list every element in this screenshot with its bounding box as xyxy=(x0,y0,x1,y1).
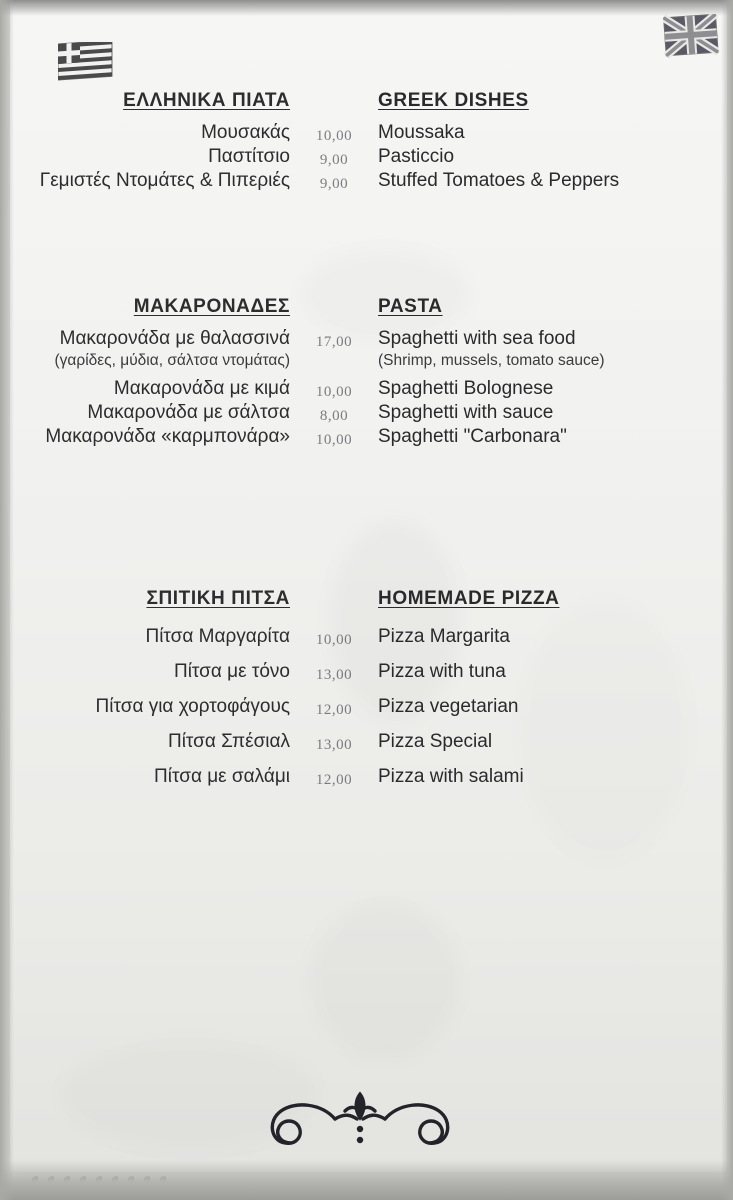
photo-edge-right xyxy=(721,0,733,1200)
item-name-en: Pasticcio xyxy=(378,146,455,167)
section-heading-en: HOMEMADE PIZZA xyxy=(378,588,560,609)
section-pasta xyxy=(0,296,717,450)
menu-item xyxy=(0,696,717,718)
section-homemade-pizza xyxy=(0,588,717,790)
item-name-gr: Πίτσα Μαργαρίτα xyxy=(145,626,290,647)
section-heading-gr: ΜΑΚΑΡΟΝΑΔΕΣ xyxy=(133,296,290,317)
menu-item xyxy=(0,766,717,788)
menu-item xyxy=(0,402,717,424)
menu-item xyxy=(0,378,717,400)
menu-item xyxy=(0,146,717,168)
item-name-gr: Παστίτσιο xyxy=(208,146,290,167)
menu-item xyxy=(0,328,717,350)
item-name-gr: Μακαρονάδα με κιμά xyxy=(113,378,290,399)
item-name-gr: Γεμιστές Ντομάτες & Πιπεριές xyxy=(39,170,290,191)
photo-edge-bottom xyxy=(0,1160,733,1200)
menu-item xyxy=(0,426,717,448)
item-name-gr: Μακαρονάδα με θαλασσινά xyxy=(59,328,290,349)
menu-item xyxy=(0,661,717,683)
item-name-en: Spaghetti with sauce xyxy=(378,402,554,423)
menu-item xyxy=(0,731,717,753)
item-name-en: Pizza with salami xyxy=(378,766,524,787)
item-name-en: Pizza vegetarian xyxy=(378,696,519,717)
item-price: 10,00 xyxy=(315,128,353,144)
section-heading-gr: ΣΠΙΤΙΚΗ ΠΙΤΣΑ xyxy=(146,588,290,609)
item-price: 10,00 xyxy=(315,632,353,648)
menu-item xyxy=(0,122,717,144)
item-subtitle-gr: (γαρίδες, μύδια, σάλτσα ντομάτας) xyxy=(54,352,290,369)
menu-item xyxy=(0,626,717,648)
item-name-gr: Πίτσα με τόνο xyxy=(173,661,290,682)
item-price: 17,00 xyxy=(315,334,353,350)
section-heading-en: GREEK DISHES xyxy=(378,90,529,111)
menu-item xyxy=(0,170,717,192)
section-heading-en: PASTA xyxy=(378,296,443,317)
scroll-flourish-icon xyxy=(215,1085,505,1155)
item-price: 12,00 xyxy=(315,772,353,788)
item-name-en: Spaghetti Bolognese xyxy=(378,378,554,399)
menu-item-subtitle xyxy=(0,352,717,370)
item-name-gr: Πίτσα Σπέσιαλ xyxy=(167,731,290,752)
photo-edge-top xyxy=(0,0,733,16)
item-name-en: Moussaka xyxy=(378,122,465,143)
item-subtitle-en: (Shrimp, mussels, tomato sauce) xyxy=(378,352,605,369)
item-name-en: Pizza Special xyxy=(378,731,493,752)
item-price: 13,00 xyxy=(315,737,353,753)
item-price: 9,00 xyxy=(319,176,349,192)
item-name-gr: Πίτσα με σαλάμι xyxy=(154,766,290,787)
item-price: 10,00 xyxy=(315,384,353,400)
item-name-gr: Μουσακάς xyxy=(201,122,290,143)
item-name-en: Pizza with tuna xyxy=(378,661,506,682)
item-name-en: Spaghetti with sea food xyxy=(378,328,576,349)
item-name-en: Pizza Margarita xyxy=(378,626,510,647)
section-greek-dishes xyxy=(0,90,717,194)
item-name-gr: Μακαρονάδα «καρμπονάρα» xyxy=(45,426,290,447)
item-price: 9,00 xyxy=(319,152,349,168)
item-name-en: Spaghetti "Carbonara" xyxy=(378,426,567,447)
item-price: 8,00 xyxy=(319,408,349,424)
item-name-gr: Πίτσα για χορτοφάγους xyxy=(95,696,290,717)
item-price: 10,00 xyxy=(315,432,353,448)
item-name-en: Stuffed Tomatoes & Peppers xyxy=(378,170,620,191)
item-price: 13,00 xyxy=(315,667,353,683)
item-price: 12,00 xyxy=(315,702,353,718)
photo-edge-left xyxy=(0,0,14,1200)
item-name-gr: Μακαρονάδα με σάλτσα xyxy=(87,402,290,423)
section-heading-gr: ΕΛΛΗΝΙΚΑ ΠΙΑΤΑ xyxy=(123,90,290,111)
